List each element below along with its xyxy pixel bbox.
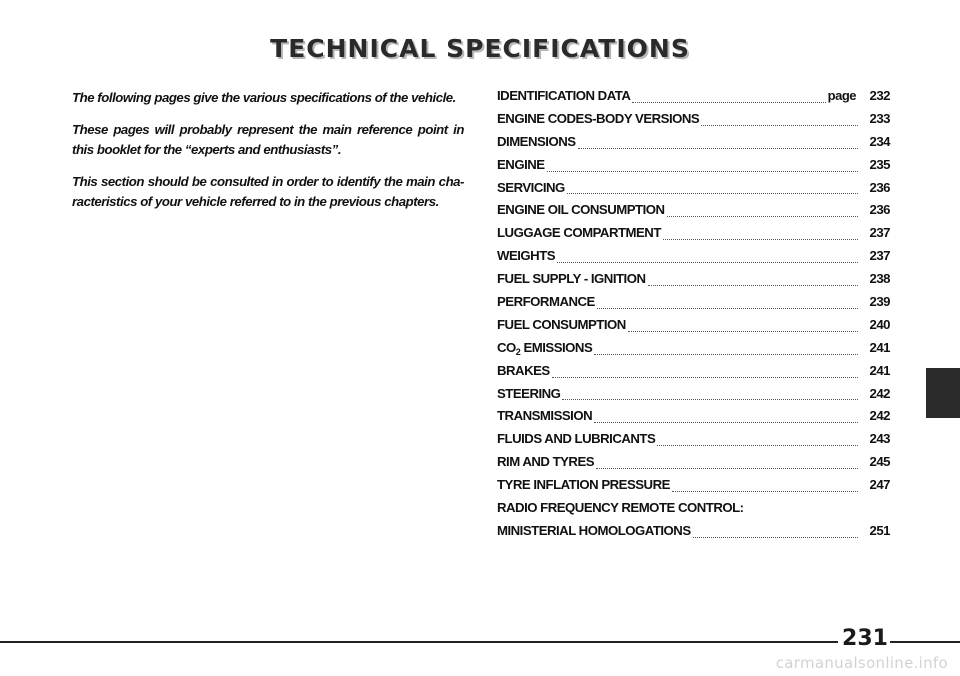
toc-label: WEIGHTS [497,248,556,264]
toc-row-identification-data[interactable] [497,88,890,111]
intro-paragraph-3: This section should be consulted in order to identify the main cha-racteristics of your vehicle referred to in the previous chapters. [72,174,464,209]
toc-leader-dots [628,331,858,332]
toc-page-number: 234 [869,133,890,149]
toc-row-fluids-lubricants[interactable] [497,431,890,454]
toc-page-number: 247 [869,477,890,493]
toc-page-number: 239 [869,294,890,310]
intro-paragraph-1: The following pages give the various specifications of the vehicle. [72,90,456,105]
toc-leader-dots [701,125,858,126]
toc-row-transmission[interactable] [497,408,890,431]
toc-leader-dots [547,171,858,172]
toc-label: TYRE INFLATION PRESSURE [497,477,670,493]
toc-page-number: 236 [869,202,890,218]
toc-label-co: CO [497,339,516,355]
footer-rule-left [0,641,838,643]
toc-row-fuel-supply-ignition[interactable] [497,271,890,294]
toc-page-number: 242 [869,408,890,424]
toc-row-fuel-consumption[interactable] [497,317,890,340]
toc-page-number: 245 [869,454,890,470]
toc-leader-dots [648,285,859,286]
toc-row-dimensions[interactable] [497,134,890,157]
toc-row-ministerial-homologations[interactable] [497,523,890,546]
toc-leader-dots [594,354,858,355]
toc-leader-dots [667,216,858,217]
page-number: 231 [842,626,888,651]
toc-page-number: 251 [869,522,890,538]
intro-text [72,88,464,224]
toc-row-servicing[interactable] [497,180,890,203]
toc-row-brakes[interactable] [497,363,890,386]
toc-page-number: 241 [869,362,890,378]
toc-label: LUGGAGE COMPARTMENT [497,225,661,241]
toc-leader-dots [663,239,858,240]
toc-label: ENGINE CODES-BODY VERSIONS [497,110,700,126]
toc-row-engine-oil-consumption[interactable] [497,202,890,225]
toc-row-tyre-inflation-pressure[interactable] [497,477,890,500]
toc-label-subscript: 2 [515,346,521,357]
toc-leader-dots [597,308,858,309]
toc-label: SERVICING [497,179,565,195]
toc-label: FUEL SUPPLY - IGNITION [497,271,646,287]
toc-row-co2-emissions[interactable] [497,340,890,363]
toc-leader-dots [567,193,858,194]
watermark-text: carmanualsonline.info [775,654,948,672]
toc-leader-dots [672,491,858,492]
toc-page-number: 241 [869,339,890,355]
toc-label: BRAKES [497,362,550,378]
toc-row-engine-codes[interactable] [497,111,890,134]
toc-label: IDENTIFICATION DATA [497,88,631,103]
intro-paragraph-2: These pages will probably represent the main reference point in this booklet for the “experts and enthusiasts”. [72,122,464,157]
toc-page-word: page [827,88,856,103]
toc-page-number: 235 [869,156,890,172]
toc-row-radio-frequency[interactable] [497,500,890,523]
toc-page-number: 243 [869,431,890,447]
toc-leader-dots [557,262,858,263]
toc-row-engine[interactable] [497,157,890,180]
toc-leader-dots [594,422,858,423]
toc-label: RIM AND TYRES [497,454,595,470]
toc-label: ENGINE OIL CONSUMPTION [497,202,665,218]
toc-leader-dots [596,468,858,469]
toc-page-number: 233 [869,110,890,126]
toc-label: RADIO FREQUENCY REMOTE CONTROL: [497,500,744,516]
toc-page-number: 240 [869,316,890,332]
page-title: TECHNICAL SPECIFICATIONS [270,34,690,63]
toc-label: STEERING [497,385,561,401]
toc-row-luggage-compartment[interactable] [497,225,890,248]
toc-label: PERFORMANCE [497,294,595,310]
table-of-contents [497,88,890,546]
footer-rule-right [890,641,960,643]
toc-leader-dots [578,148,858,149]
toc-page-number: 232 [869,88,890,103]
toc-label: MINISTERIAL HOMOLOGATIONS [497,522,691,538]
toc-leader-dots [562,399,858,400]
toc-leader-dots [693,537,858,538]
toc-label: DIMENSIONS [497,133,576,149]
toc-leader-dots [552,377,858,378]
toc-row-performance[interactable] [497,294,890,317]
toc-page-number: 242 [869,385,890,401]
toc-label: FUEL CONSUMPTION [497,316,626,332]
toc-row-steering[interactable] [497,386,890,409]
toc-label-emissions: EMISSIONS [520,339,593,355]
toc-label: ENGINE [497,156,545,172]
toc-page-number: 236 [869,179,890,195]
toc-label [497,340,592,357]
toc-row-weights[interactable] [497,248,890,271]
toc-page-number: 237 [869,248,890,264]
toc-leader-dots [632,102,825,103]
toc-page-number: 238 [869,271,890,287]
section-thumb-tab [926,368,960,418]
toc-label: FLUIDS AND LUBRICANTS [497,431,656,447]
toc-leader-dots [657,445,858,446]
toc-page-number: 237 [869,225,890,241]
toc-label: TRANSMISSION [497,408,593,424]
toc-row-rim-and-tyres[interactable] [497,454,890,477]
